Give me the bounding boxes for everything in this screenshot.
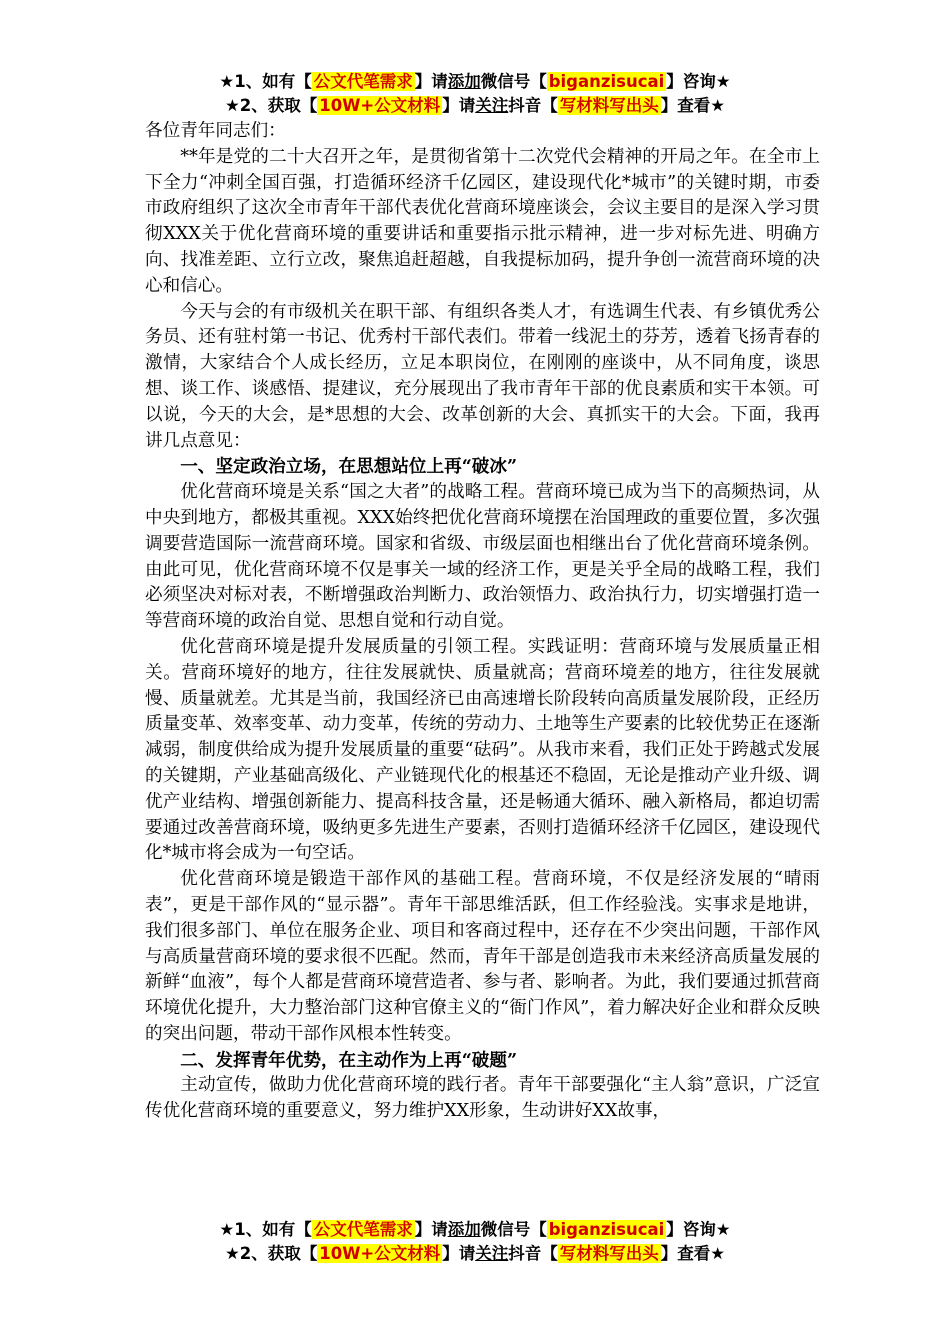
banner-highlight: 公文代笔需求	[313, 72, 413, 91]
banner-text: 】请	[442, 1244, 476, 1263]
banner-text: ★2、获取【	[224, 96, 318, 115]
banner-text: ★2、获取【	[224, 1244, 318, 1263]
banner-underlined: 添加	[447, 72, 481, 91]
banner-line-2	[0, 1242, 950, 1266]
banner-text: 】请	[414, 1220, 448, 1239]
banner-underlined: 添加	[447, 1220, 481, 1239]
banner-text: 】咨询★	[666, 1220, 731, 1239]
banner-highlight: 10W+公文材料	[319, 1244, 441, 1263]
banner-line-1	[0, 70, 950, 94]
banner-highlight: 10W+公文材料	[319, 96, 441, 115]
banner-text: 】咨询★	[666, 72, 731, 91]
banner-text: 】请	[414, 72, 448, 91]
paragraph: 优化营商环境是锻造干部作风的基础工程。营商环境，不仅是经济发展的“晴雨表”，更是干部作风的“显示器”。青年干部思维活跃，但工作经验浅。实事求是地讲，我们很多部门、单位在服务企业、项目和客商过程中，还存在不少突出问题，干部作风与高质量营商环境的要求很不匹配。然而，青年干部是创造我市未来经济高质量发展的新鲜“血液”，每个人都是营商环境营造者、参与者、影响者。为此，我们要通过抓营商环境优化提升，大力整治部门这种官僚主义的“衙门作风”，着力解决好企业和群众反映的突出问题，带动干部作风根本性转变。	[145, 869, 820, 1044]
banner-line-1	[0, 1218, 950, 1242]
document-body	[145, 119, 820, 1125]
paragraph: **年是党的二十大召开之年，是贯彻省第十二次党代会精神的开局之年。在全市上下全力“冲刺全国百强，打造循环经济千亿园区，建设现代化*城市”的关键时期，市委市政府组织了这次全市青年干部代表优化营商环境座谈会，会议主要目的是深入学习贯彻XXX关于优化营商环境的重要讲话和重要指示批示精神，进一步对标先进、明确方向、找准差距、立行立改，聚焦追赶超越，自我提标加码，提升争创一流营商环境的决心和信心。	[145, 146, 820, 296]
footer-banner	[0, 1218, 950, 1266]
banner-highlight: 写材料写出头	[559, 1244, 659, 1263]
banner-text: ★1、如有【	[219, 72, 312, 91]
banner-text: 】请	[442, 96, 476, 115]
banner-text: ★1、如有【	[219, 1220, 312, 1239]
banner-underlined: 关注	[475, 96, 509, 115]
paragraph: 优化营商环境是提升发展质量的引领工程。实践证明：营商环境与发展质量正相关。营商环境好的地方，往往发展就快、质量就高；营商环境差的地方，往往发展就慢、质量就差。尤其是当前，我国经济已由高速增长阶段转向高质量发展阶段，正经历质量变革、效率变革、动力变革，传统的劳动力、土地等生产要素的比较优势正在逐渐减弱，制度供给成为提升发展质量的重要“砝码”。从我市来看，我们正处于跨越式发展的关键期，产业基础高级化、产业链现代化的根基还不稳固，无论是推动产业升级、调优产业结构、增强创新能力、提高科技含量，还是畅通大循环、融入新格局，都迫切需要通过改善营商环境，吸纳更多先进生产要素，否则打造循环经济千亿园区，建设现代化*城市将会成为一句空话。	[145, 636, 820, 864]
banner-text: 微信号【	[480, 1220, 547, 1239]
paragraph: 今天与会的有市级机关在职干部、有组织各类人才，有选调生代表、有乡镇优秀公务员、还有驻村第一书记、优秀村干部代表们。带着一线泥土的芬芳，透着飞扬青春的激情，大家结合个人成长经历，立足本职岗位，在刚刚的座谈中，从不同角度，谈思想、谈工作、谈感悟、提建议，充分展现出了我市青年干部的优良素质和实干本领。可以说，今天的大会，是*思想的大会、改革创新的大会、真抓实干的大会。下面，我再讲几点意见：	[145, 301, 820, 451]
banner-text: 】查看★	[660, 96, 726, 115]
banner-text: 抖音【	[508, 1244, 558, 1263]
section-heading: 一、坚定政治立场，在思想站位上再“破冰”	[180, 456, 518, 478]
banner-text: 微信号【	[480, 72, 547, 91]
salutation: 各位青年同志们：	[145, 121, 286, 141]
section-heading: 二、发挥青年优势，在主动作为上再“破题”	[180, 1049, 518, 1071]
banner-highlight: biganzisucai	[548, 72, 665, 91]
banner-highlight: 写材料写出头	[559, 96, 659, 115]
banner-highlight: 公文代笔需求	[313, 1220, 413, 1239]
paragraph: 主动宣传，做助力优化营商环境的践行者。青年干部要强化“主人翁”意识，广泛宣传优化营商环境的重要意义，努力维护XX形象，生动讲好XX故事，	[145, 1075, 820, 1122]
header-banner	[0, 70, 950, 118]
banner-line-2	[0, 94, 950, 118]
banner-highlight: biganzisucai	[548, 1220, 665, 1239]
banner-text: 】查看★	[660, 1244, 726, 1263]
banner-underlined: 关注	[475, 1244, 509, 1263]
banner-text: 抖音【	[508, 96, 558, 115]
paragraph: 优化营商环境是关系“国之大者”的战略工程。营商环境已成为当下的高频热词，从中央到地方，都极其重视。XXX始终把优化营商环境摆在治国理政的重要位置，多次强调要营造国际一流营商环境。国家和省级、市级层面也相继出台了优化营商环境条例。由此可见，优化营商环境不仅是事关一域的经济工作，更是关乎全局的战略工程，我们必须坚决对标对表，不断增强政治判断力、政治领悟力、政治执行力，切实增强打造一等营商环境的政治自觉、思想自觉和行动自觉。	[145, 482, 820, 632]
